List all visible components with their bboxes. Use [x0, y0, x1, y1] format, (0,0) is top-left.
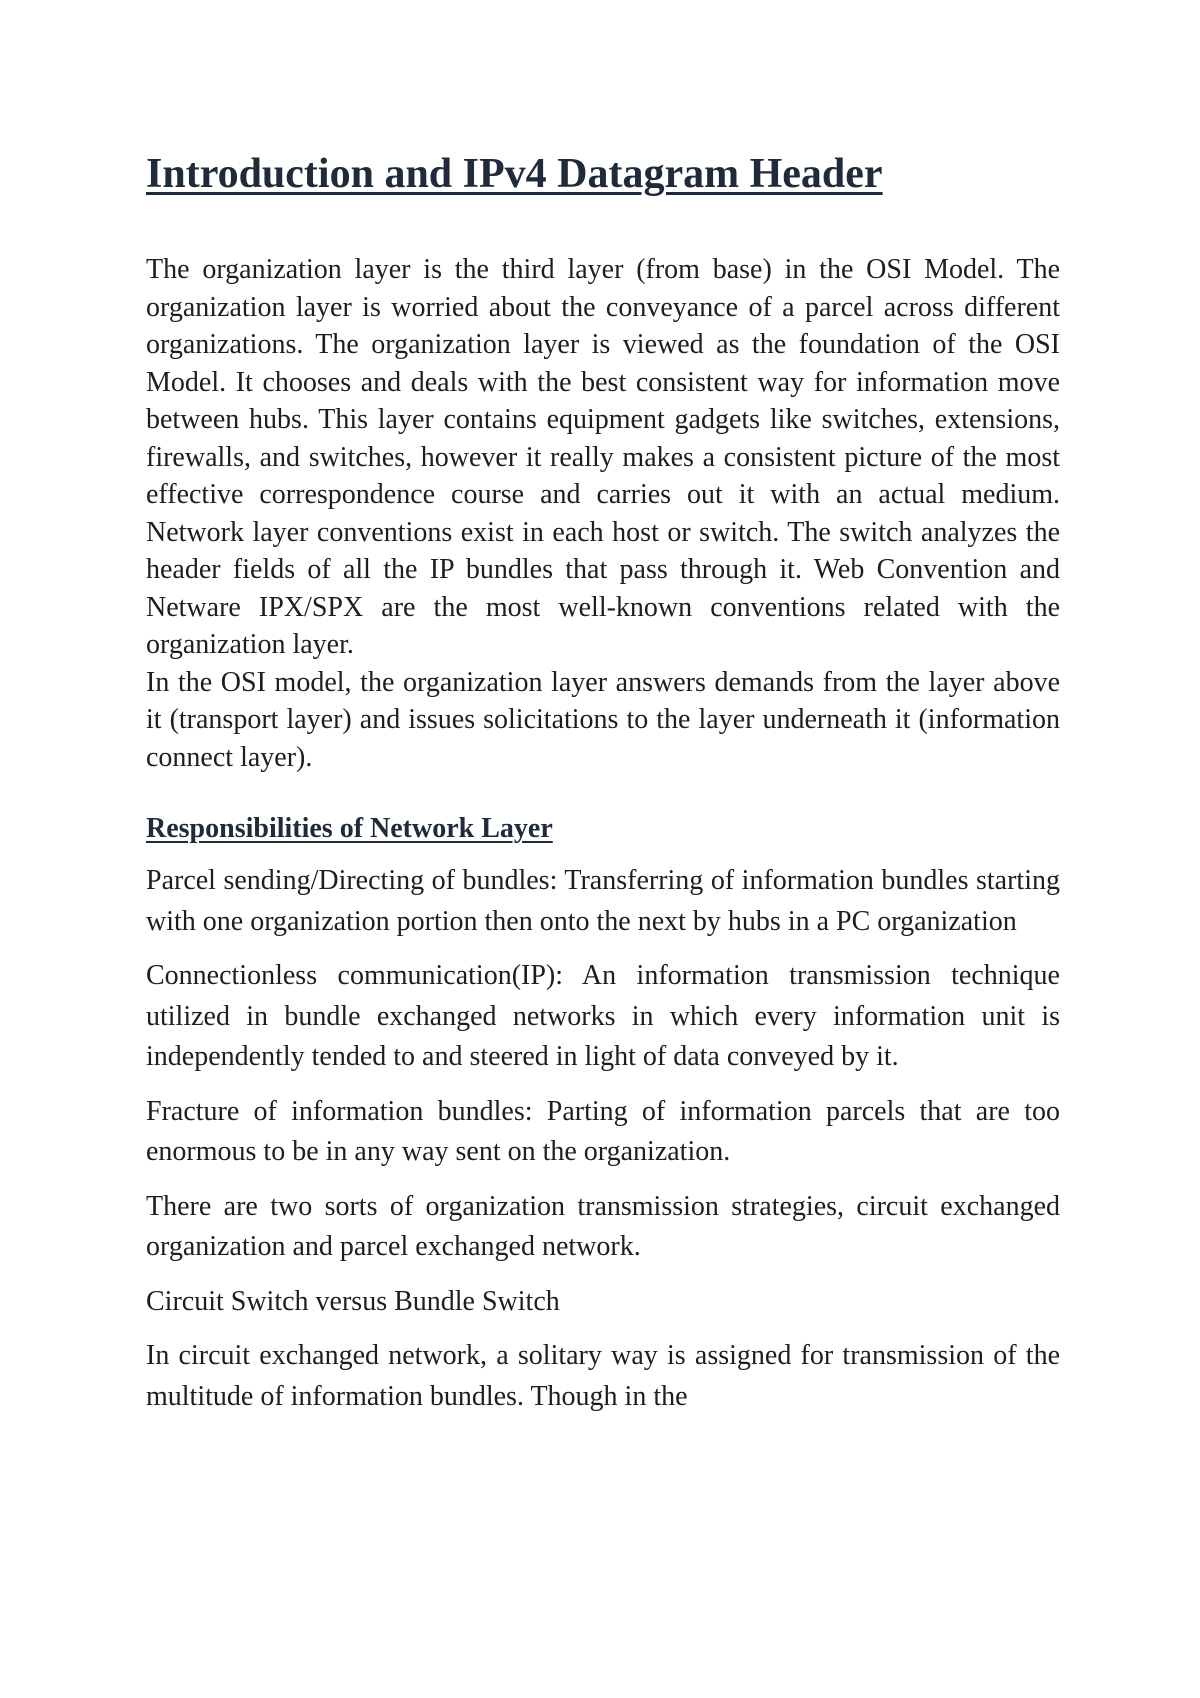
- document-content: [146, 148, 1060, 1417]
- responsibility-paragraph: Parcel sending/Directing of bundles: Transferring of information bundles starting with one organization portion then onto the next by hubs in a PC organization: [146, 865, 1060, 937]
- intro-paragraph: In the OSI model, the organization layer answers demands from the layer above it (transport layer) and issues solicitations to the layer underneath it (information connect layer).: [146, 666, 1060, 773]
- section-heading: Responsibilities of Network Layer: [146, 813, 553, 844]
- intro-section: [146, 251, 1060, 776]
- responsibility-paragraph: Fracture of information bundles: Parting of information parcels that are too enormous to be in any way sent on the organization.: [146, 1095, 1060, 1167]
- intro-paragraph: The organization layer is the third layer (from base) in the OSI Model. The organization layer is worried about the conveyance of a parcel across different organizations. The organization layer is viewed as the foundation of the OSI Model. It chooses and deals with the best consistent way for information move between hubs. This layer contains equipment gadgets like switches, extensions, firewalls, and switches, however it really makes a consistent picture of the most effective correspondence course and carries out it with an actual medium. Network layer conventions exist in each host or switch. The switch analyzes the header fields of all the IP bundles that pass through it. Web Convention and Netware IPX/SPX are the most well-known conventions related with the organization layer.: [146, 254, 1060, 660]
- closing-paragraph: In circuit exchanged network, a solitary way is assigned for transmission of the multitude of information bundles. Though in the: [146, 1340, 1060, 1412]
- responsibility-paragraph: Connectionless communication(IP): An information transmission technique utilized in bundle exchanged networks in which every information unit is independently tended to and steered in light of data conveyed by it.: [146, 960, 1060, 1072]
- comparison-subheading: Circuit Switch versus Bundle Switch: [146, 1285, 560, 1317]
- transmission-paragraph: There are two sorts of organization transmission strategies, circuit exchanged organization and parcel exchanged network.: [146, 1190, 1060, 1262]
- document-title: Introduction and IPv4 Datagram Header: [146, 151, 883, 197]
